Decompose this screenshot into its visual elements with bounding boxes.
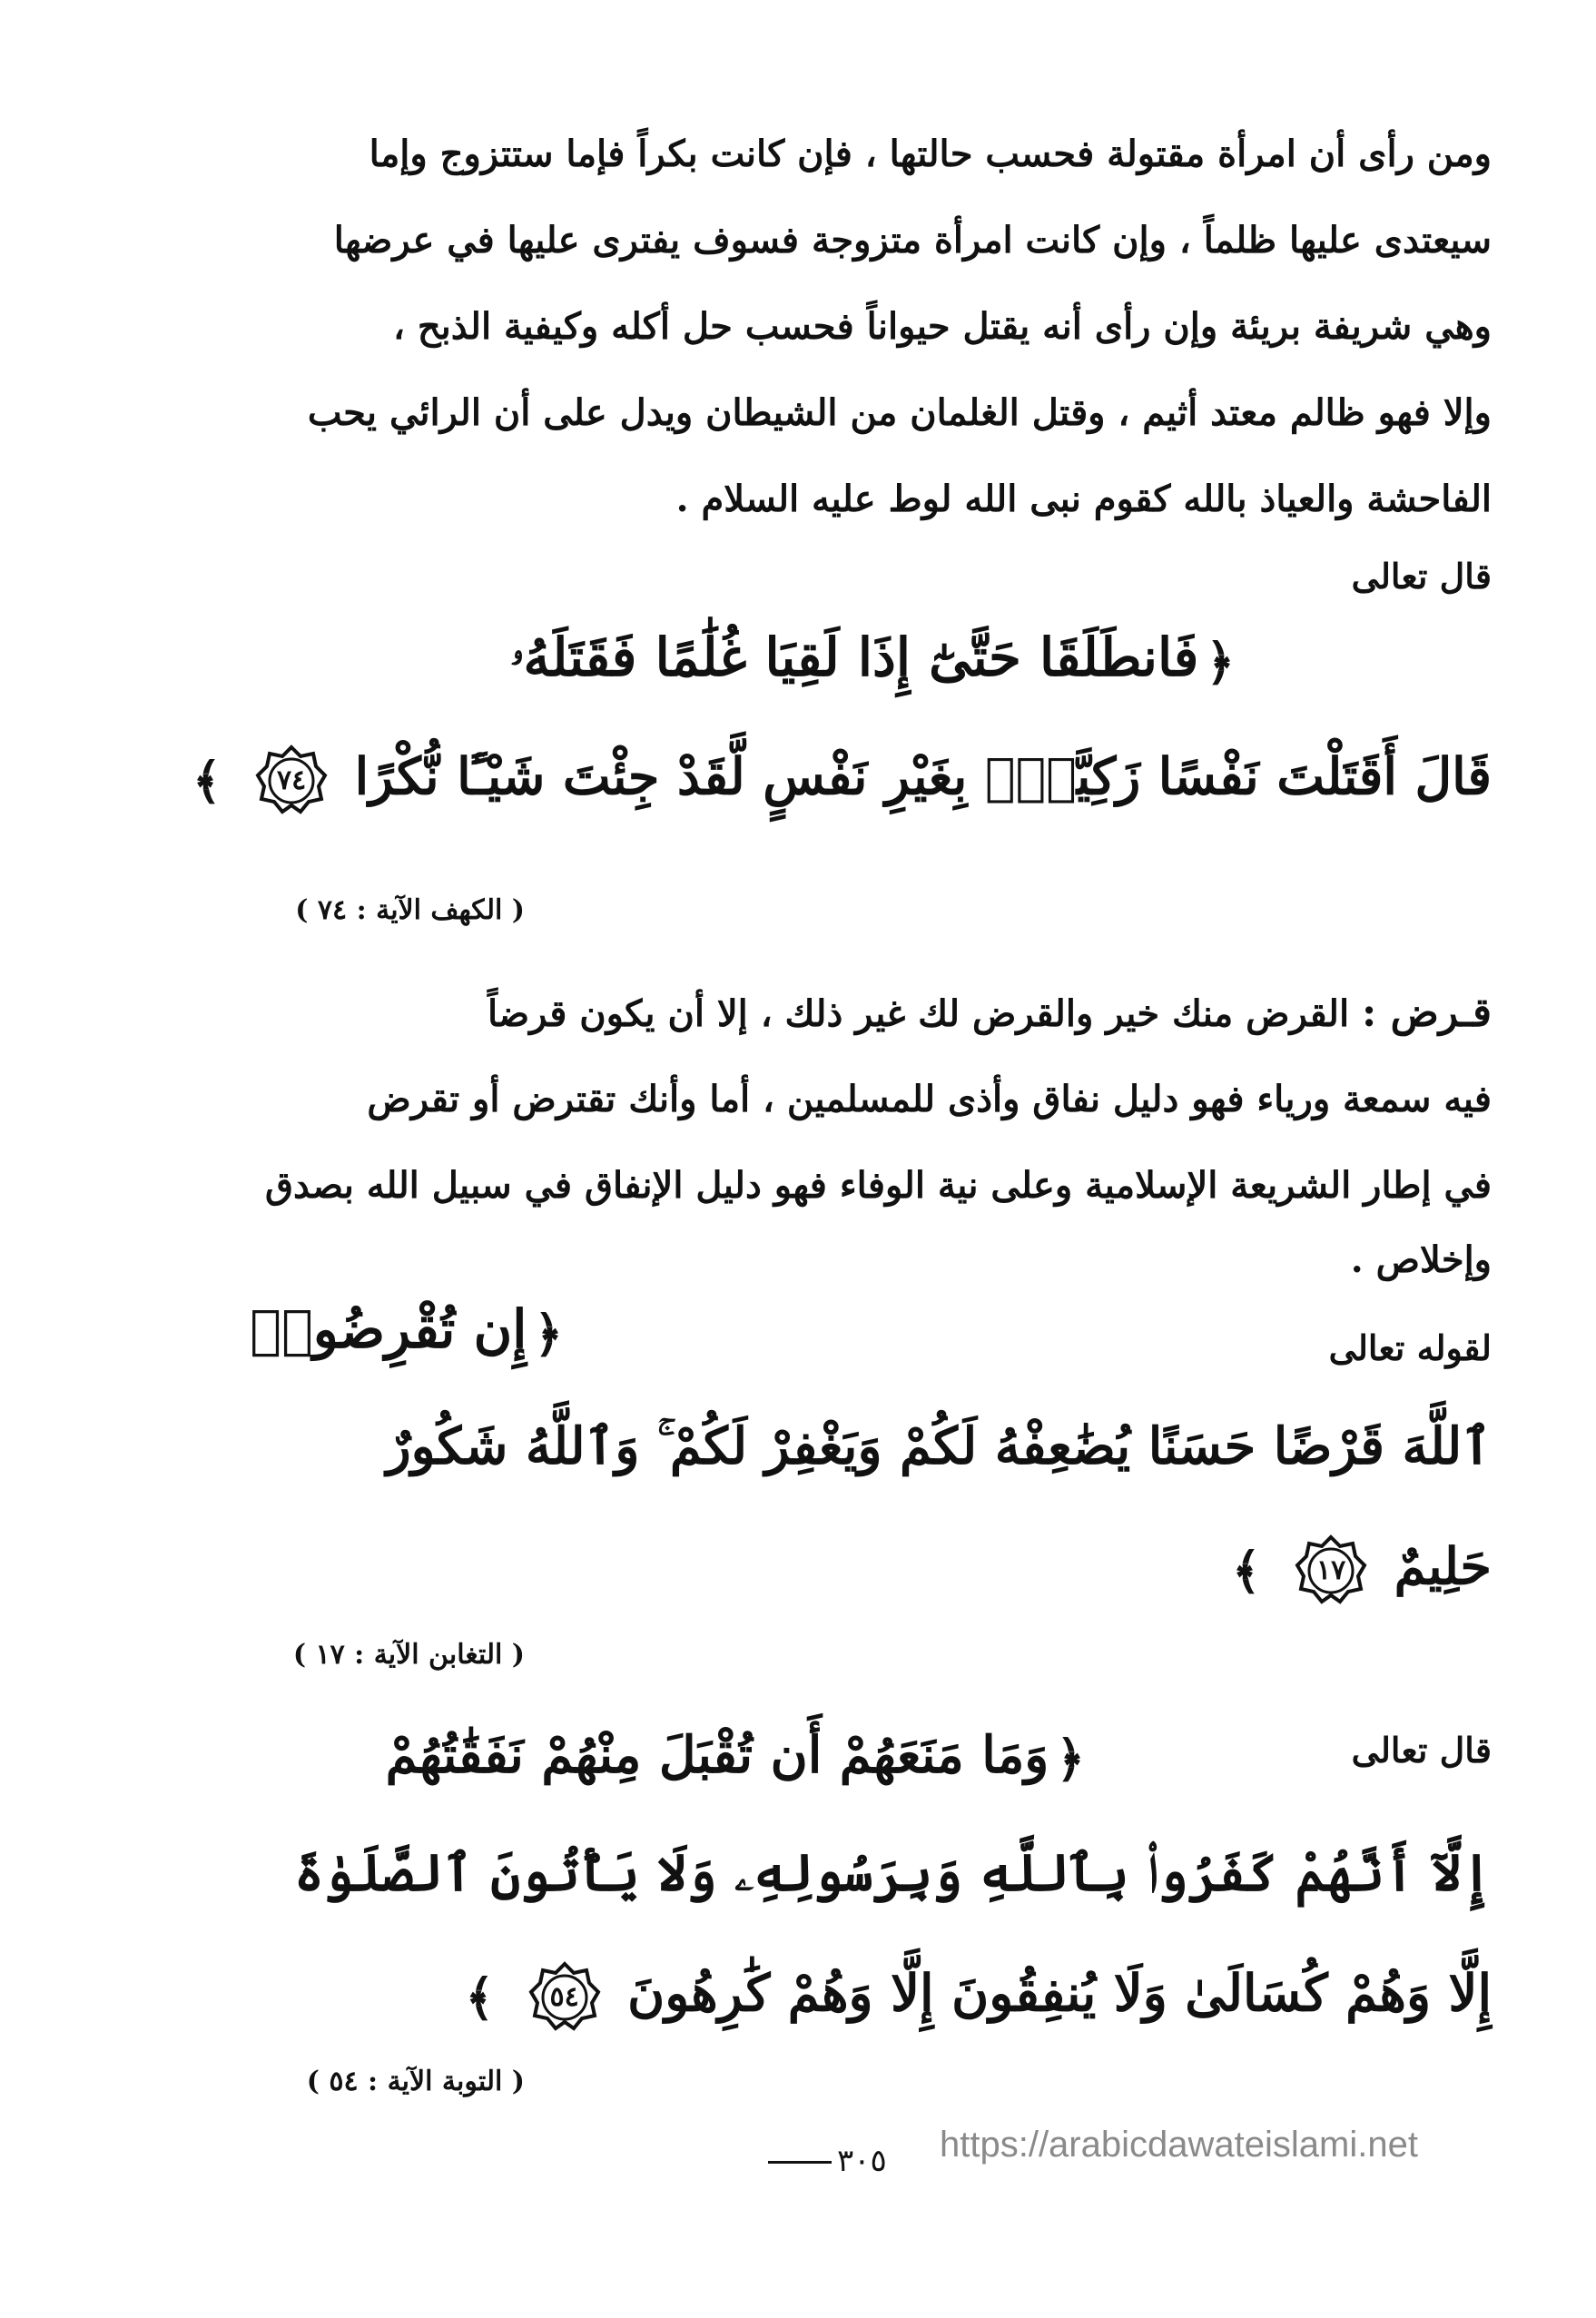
verse-2-reference: ( التغابن الآية : ١٧ ) xyxy=(292,1639,525,1671)
verse-open-ornament: ﴿ xyxy=(534,1305,563,1363)
verse-close-ornament: ﴾ xyxy=(1232,1542,1261,1600)
paragraph-1-line-1: ومن رأى أن امرأة مقتولة فحسب حالتها ، فإن كانت بكراً فإما ستتزوج وإما xyxy=(369,133,1492,175)
verse-3-reference: ( التوبة الآية : ٥٤ ) xyxy=(306,2066,525,2097)
verse-3-line-2: إِلَّآ أَنَّهُمْ كَفَرُوا۟ بِٱللَّهِ وَبِرَسُولِهِۦ وَلَا يَأْتُونَ ٱلصَّلَوٰةَ xyxy=(293,1843,1492,1903)
ayah-number-badge xyxy=(528,1961,601,2034)
verse-2-text-1: إِن تُقْرِضُوا۟ xyxy=(250,1298,527,1360)
page-number-footer xyxy=(763,2143,887,2179)
verse-1-line-2 xyxy=(185,745,1492,817)
ayah-number-badge xyxy=(255,745,328,817)
verse-2-line-1 xyxy=(250,1298,570,1363)
paragraph-1-line-5: الفاحشة والعياذ بالله كقوم نبى الله لوط عليه السلام . xyxy=(675,478,1492,520)
footer-dash xyxy=(768,2161,832,2164)
paragraph-1-line-4: وإلا فهو ظالم معتد أثيم ، وقتل الغلمان من الشيطان ويدل على أن الرائي يحب xyxy=(307,391,1492,434)
verse-close-ornament: ﴾ xyxy=(192,752,222,810)
verse-1-text-2: قَالَ أَقَتَلْتَ نَفْسًا زَكِيَّةًۢ بِغَيْرِ نَفْسٍ لَّقَدْ جِئْتَ شَيْـًٔا نُّكْرًا xyxy=(354,746,1492,807)
verse-3-text-3: إِلَّا وَهُمْ كُسَالَىٰ وَلَا يُنفِقُونَ إِلَّا وَهُمْ كَٰرِهُونَ xyxy=(627,1963,1492,2024)
paragraph-2-line-2: فيه سمعة ورياء فهو دليل نفاق وأذى للمسلمين ، أما وأنك تقترض أو تقرض xyxy=(367,1078,1492,1120)
verse-close-ornament: ﴾ xyxy=(465,1968,495,2027)
paragraph-2-line-1-text: القرض منك خير والقرض لك غير ذلك ، إلا أن يكون قرضاً xyxy=(487,992,1350,1035)
verse-1-text-1: فَانطَلَقَا حَتَّىٰٓ إِذَا لَقِيَا غُلَٰمًا فَقَتَلَهُۥ xyxy=(510,626,1199,688)
verse-2-line-2: ٱللَّهَ قَرْضًا حَسَنًا يُضَٰعِفْهُ لَكُمْ وَيَغْفِرْ لَكُمْ ۚ وَٱللَّهُ شَكُورٌ xyxy=(386,1416,1492,1476)
paragraph-2-line-1 xyxy=(221,970,1492,1057)
verse-3-text-1: وَمَا مَنَعَهُمْ أَن تُقْبَلَ مِنْهُمْ نَفَقَٰتُهُمْ xyxy=(385,1725,1049,1785)
verse-1-label: قال تعالى xyxy=(1351,556,1492,597)
verse-2-label: لقوله تعالى xyxy=(1328,1327,1492,1368)
paragraph-1-line-2: سيعتدى عليها ظلماً ، وإن كانت امرأة متزوجة فسوف يفترى عليها في عرضها xyxy=(333,219,1492,261)
verse-2-line-3 xyxy=(1225,1534,1492,1607)
verse-1-reference: ( الكهف الآية : ٧٤ ) xyxy=(295,894,525,926)
verse-1-line-1 xyxy=(510,626,1242,691)
paragraph-1-line-3: وهي شريفة بريئة وإن رأى أنه يقتل حيواناً فحسب حل أكله وكيفية الذبح ، xyxy=(393,305,1492,348)
verse-3-line-1 xyxy=(386,1725,1092,1788)
ayah-number-text: ٥٤ xyxy=(549,1981,579,2013)
verse-2-text-3: حَلِيمٌ xyxy=(1394,1536,1492,1597)
verse-3-line-3 xyxy=(458,1961,1492,2034)
verse-open-ornament: ﴿ xyxy=(1056,1730,1085,1789)
paragraph-2-line-4: وإخلاص . xyxy=(1350,1238,1492,1281)
verse-open-ornament: ﴿ xyxy=(1206,633,1235,691)
paragraph-2-line-3: في إطار الشريعة الإسلامية وعلى نية الوفاء فهو دليل الإنفاق في سبيل الله بصدق xyxy=(265,1164,1492,1207)
paragraph-2-lead-word: قـرض : xyxy=(1362,990,1492,1036)
ayah-number-text: ٧٤ xyxy=(277,764,307,796)
watermark-url: https://arabicdawateislami.net xyxy=(940,2125,1418,2165)
page-number: ٣٠٥ xyxy=(837,2143,887,2179)
ayah-number-text: ١٧ xyxy=(1316,1554,1346,1586)
verse-3-label: قال تعالى xyxy=(1351,1730,1492,1771)
ayah-number-badge xyxy=(1295,1534,1367,1607)
